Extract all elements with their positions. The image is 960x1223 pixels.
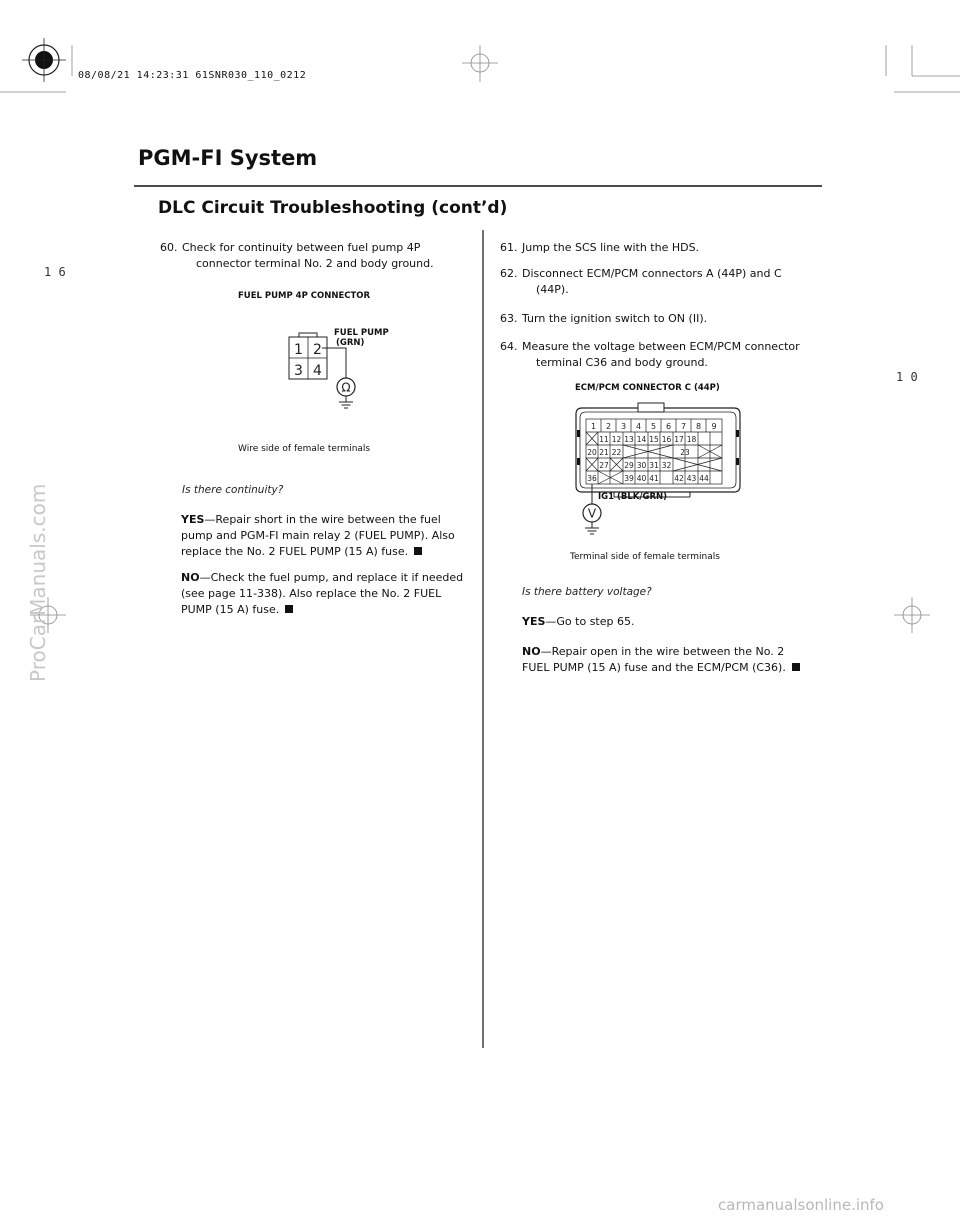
svg-text:21: 21 (599, 448, 609, 457)
svg-text:2: 2 (605, 422, 612, 431)
svg-text:14: 14 (636, 435, 647, 444)
registration-target-icon (22, 38, 66, 82)
terminal-3: 3 (294, 363, 303, 379)
svg-text:16: 16 (661, 435, 672, 444)
svg-text:40: 40 (636, 474, 647, 483)
svg-text:30: 30 (636, 461, 647, 470)
svg-text:8: 8 (695, 422, 702, 431)
figure-note: Terminal side of female terminals (570, 552, 720, 562)
svg-text:29: 29 (624, 461, 634, 470)
footer-watermark: carmanualsonline.info (718, 1196, 884, 1214)
figure-caption: ECM/PCM CONNECTOR C (44P) (575, 383, 720, 393)
margin-mark-right: 1 0 (896, 370, 918, 384)
svg-text:36: 36 (587, 474, 597, 483)
answer-no: NO—Check the fuel pump, and replace it if needed (see page 11-338). Also replace the No. 2 FUEL PUMP (15 A) fuse. (181, 571, 464, 616)
svg-text:3: 3 (620, 422, 627, 431)
terminal-4: 4 (313, 363, 322, 379)
end-marker-icon (792, 663, 800, 671)
step-61: 61. Jump the SCS line with the HDS. (500, 241, 700, 254)
svg-text:5: 5 (650, 422, 657, 431)
margin-mark-left: 1 6 (44, 265, 66, 279)
question-continuity: Is there continuity? (182, 484, 284, 496)
step-number: 60. (160, 241, 178, 254)
svg-text:9: 9 (711, 422, 717, 431)
svg-text:4: 4 (635, 422, 642, 431)
svg-text:18: 18 (686, 435, 697, 444)
svg-text:44: 44 (699, 474, 709, 483)
svg-text:20: 20 (587, 448, 597, 457)
terminal-2: 2 (313, 342, 322, 358)
subsection-title: DLC Circuit Troubleshooting (cont’d) (158, 198, 508, 218)
svg-text:32: 32 (661, 461, 672, 470)
svg-text:27: 27 (599, 461, 609, 470)
print-timestamp: 08/08/21 14:23:31 61SNR030_110_0212 (78, 70, 307, 81)
svg-text:39: 39 (624, 474, 634, 483)
answer-yes: YES—Repair short in the wire between the fuel pump and PGM-FI main relay 2 (FUEL PUMP). Also replace the No. 2 FUEL PUMP (15 A) fuse. (181, 513, 455, 558)
svg-text:17: 17 (674, 435, 684, 444)
ecm-pcm-connector-diagram (570, 400, 750, 540)
step-64: 64. Measure the voltage between ECM/PCM connector terminal C36 and body ground. (500, 340, 800, 369)
svg-text:7: 7 (680, 422, 687, 431)
ground-icon (585, 528, 599, 534)
crosshair-top-icon (462, 45, 498, 82)
svg-text:1: 1 (590, 422, 597, 431)
wire-label: IG1 (BLK/GRN) (598, 492, 668, 502)
end-marker-icon (414, 547, 422, 555)
section-title: PGM-FI System (138, 146, 318, 170)
svg-text:31: 31 (649, 461, 659, 470)
step-62: 62. Disconnect ECM/PCM connectors A (44P) and C (44P). (500, 267, 782, 296)
ohmmeter-icon (337, 378, 355, 396)
figure-note: Wire side of female terminals (238, 444, 371, 454)
svg-text:23: 23 (680, 448, 690, 457)
ground-icon (339, 402, 353, 408)
svg-text:43: 43 (686, 474, 697, 483)
voltmeter-icon (583, 504, 601, 522)
step-60 (160, 240, 460, 272)
svg-text:6: 6 (665, 422, 672, 431)
wire-label: FUEL PUMP (GRN) (334, 328, 389, 348)
svg-text:12: 12 (611, 435, 622, 444)
crosshair-right-icon (894, 597, 930, 633)
svg-text:11: 11 (599, 435, 609, 444)
svg-text:15: 15 (649, 435, 659, 444)
side-watermark: ProCarManuals.com (26, 483, 50, 682)
step-text: connector terminal No. 2 and body ground. (196, 257, 434, 270)
answer-yes: YES—Go to step 65. (522, 615, 635, 628)
figure-caption: FUEL PUMP 4P CONNECTOR (238, 291, 371, 301)
svg-text:22: 22 (611, 448, 622, 457)
terminal-1: 1 (294, 342, 303, 358)
end-marker-icon (285, 605, 293, 613)
svg-text:41: 41 (649, 474, 659, 483)
answer-no: NO—Repair open in the wire between the No. 2 FUEL PUMP (15 A) fuse and the ECM/PCM (C36). (522, 644, 822, 676)
svg-text:V: V (587, 506, 597, 521)
step-text: Check for continuity between fuel pump 4P (182, 241, 421, 254)
step-63: 63. Turn the ignition switch to ON (II). (500, 312, 708, 325)
svg-text:13: 13 (624, 435, 634, 444)
svg-text:42: 42 (674, 474, 684, 483)
svg-text:Ω: Ω (341, 380, 351, 395)
question-voltage: Is there battery voltage? (522, 586, 652, 598)
